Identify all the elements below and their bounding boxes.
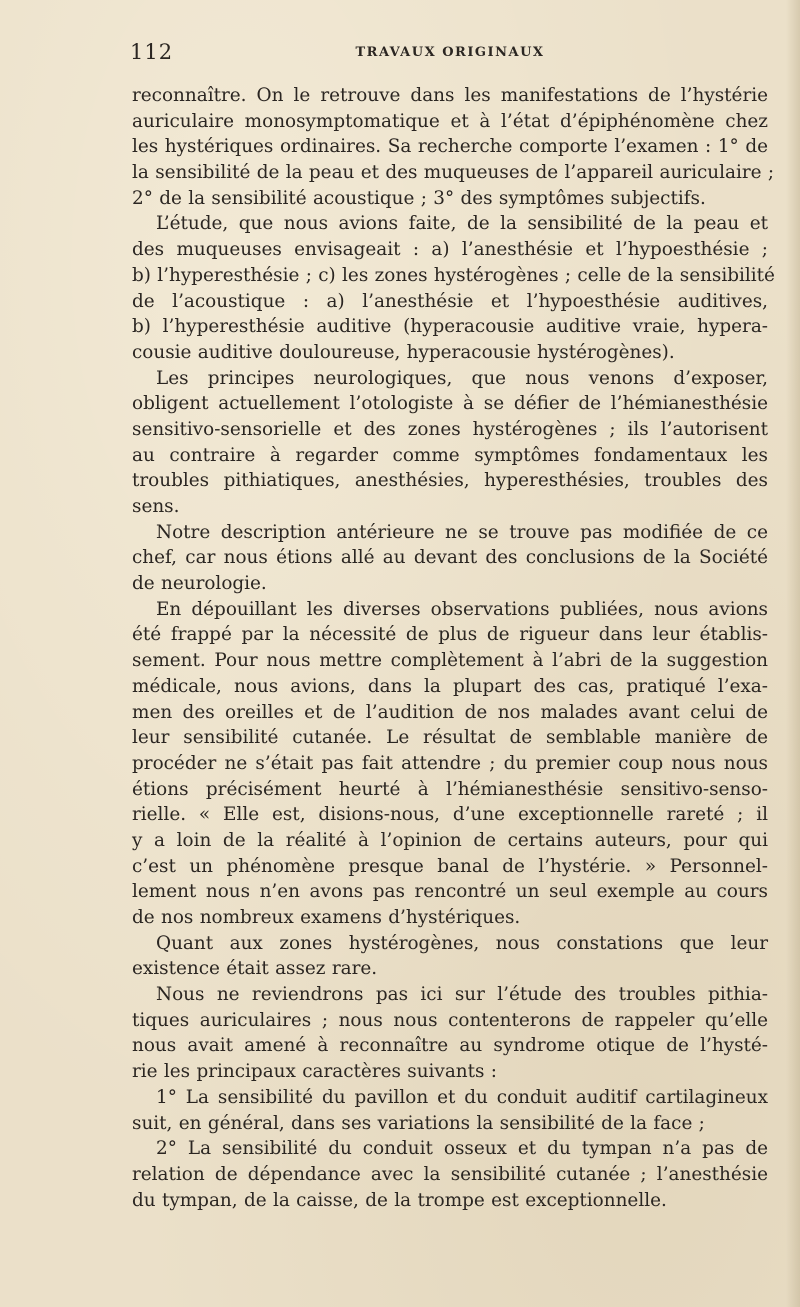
text-line: 2° La sensibilité du conduit osseux et du tympan n’a pas de: [156, 1138, 768, 1160]
text-line: du tympan, de la caisse, de la trompe est exceptionnelle.: [132, 1189, 667, 1211]
text-line: c’est un phénomène presque banal de l’hystérie. » Personnel-: [132, 855, 768, 877]
text-line: b) l’hyperesthésie auditive (hyperacousie auditive vraie, hypera-: [132, 316, 768, 338]
text-line: lement nous n’en avons pas rencontré un seul exemple au cours: [132, 881, 768, 903]
text-line: relation de dépendance avec la sensibilité cutanée ; l’anesthésie: [132, 1163, 768, 1185]
text-line: de neurologie.: [132, 573, 267, 595]
text-line: des muqueuses envisageait : a) l’anesthésie et l’hypoesthésie ;: [132, 239, 768, 261]
text-line: obligent actuellement l’otologiste à se défier de l’hémianesthésie: [132, 393, 768, 415]
text-line: Notre description antérieure ne se trouve pas modifiée de ce: [156, 521, 768, 543]
text-line: rie les principaux caractères suivants :: [132, 1061, 498, 1083]
text-line: suit, en général, dans ses variations la sensibilité de la face ;: [132, 1112, 705, 1134]
text-line: sensitivo-sensorielle et des zones hystérogènes ; ils l’autorisent: [132, 418, 768, 440]
body-text: [132, 83, 775, 1213]
page-number: 112: [130, 40, 174, 64]
text-line: Nous ne reviendrons pas ici sur l’étude des troubles pithia-: [156, 984, 768, 1006]
text-line: rielle. « Elle est, disions-nous, d’une exceptionnelle rareté ; il: [132, 804, 768, 826]
text-line: troubles pithiatiques, anesthésies, hyperesthésies, troubles des: [132, 470, 768, 492]
text-line: existence était assez rare.: [132, 958, 378, 980]
text-line: L’étude, que nous avions faite, de la sensibilité de la peau et: [156, 213, 768, 235]
text-line: 2° de la sensibilité acoustique ; 3° des symptômes subjectifs.: [132, 187, 706, 209]
text-line: été frappé par la nécessité de plus de rigueur dans leur établis-: [132, 624, 768, 646]
text-line: auriculaire monosymptomatique et à l’état d’épiphénomène chez: [132, 110, 768, 132]
text-line: tiques auriculaires ; nous nous contenterons de rappeler qu’elle: [132, 1009, 768, 1031]
text-line: leur sensibilité cutanée. Le résultat de semblable manière de: [132, 727, 768, 749]
text-line: chef, car nous étions allé au devant des conclusions de la Société: [132, 547, 768, 569]
text-line: b) l’hyperesthésie ; c) les zones hystérogènes ; celle de la sensibilité: [132, 264, 775, 286]
text-line: au contraire à regarder comme symptômes fondamentaux les: [132, 444, 768, 466]
text-line: y a loin de la réalité à l’opinion de certains auteurs, pour qui: [132, 829, 768, 851]
text-line: nous avait amené à reconnaître au syndrome otique de l’hysté-: [132, 1035, 768, 1057]
page-edge-shadow: [786, 0, 800, 1307]
text-line: procéder ne s’était pas fait attendre ; du premier coup nous nous: [132, 752, 768, 774]
text-line: cousie auditive douloureuse, hyperacousie hystérogènes).: [132, 341, 675, 363]
text-line: étions précisément heurté à l’hémianesthésie sensitivo-senso-: [132, 778, 768, 800]
text-line: médicale, nous avions, dans la plupart des cas, pratiqué l’exa-: [132, 675, 768, 697]
text-line: 1° La sensibilité du pavillon et du conduit auditif cartilagineux: [156, 1086, 768, 1108]
text-line: sens.: [132, 496, 180, 517]
text-line: sement. Pour nous mettre complètement à l’abri de la suggestion: [132, 650, 768, 672]
text-line: Quant aux zones hystérogènes, nous constations que leur: [156, 932, 768, 954]
text-line: En dépouillant les diverses observations publiées, nous avions: [156, 598, 768, 620]
text-line: de l’acoustique : a) l’anesthésie et l’hypoesthésie auditives,: [132, 290, 768, 312]
text-line: reconnaître. On le retrouve dans les manifestations de l’hystérie: [132, 85, 768, 106]
text-line: la sensibilité de la peau et des muqueuses de l’appareil auriculaire ;: [132, 162, 775, 184]
page-header: [130, 40, 770, 70]
text-line: les hystériques ordinaires. Sa recherche comporte l’examen : 1° de: [132, 136, 768, 158]
text-line: de nos nombreux examens d’hystériques.: [132, 907, 521, 928]
text-line: Les principes neurologiques, que nous venons d’exposer,: [156, 367, 768, 389]
running-head: TRAVAUX ORIGINAUX: [355, 45, 545, 60]
text-line: men des oreilles et de l’audition de nos malades avant celui de: [132, 701, 768, 723]
